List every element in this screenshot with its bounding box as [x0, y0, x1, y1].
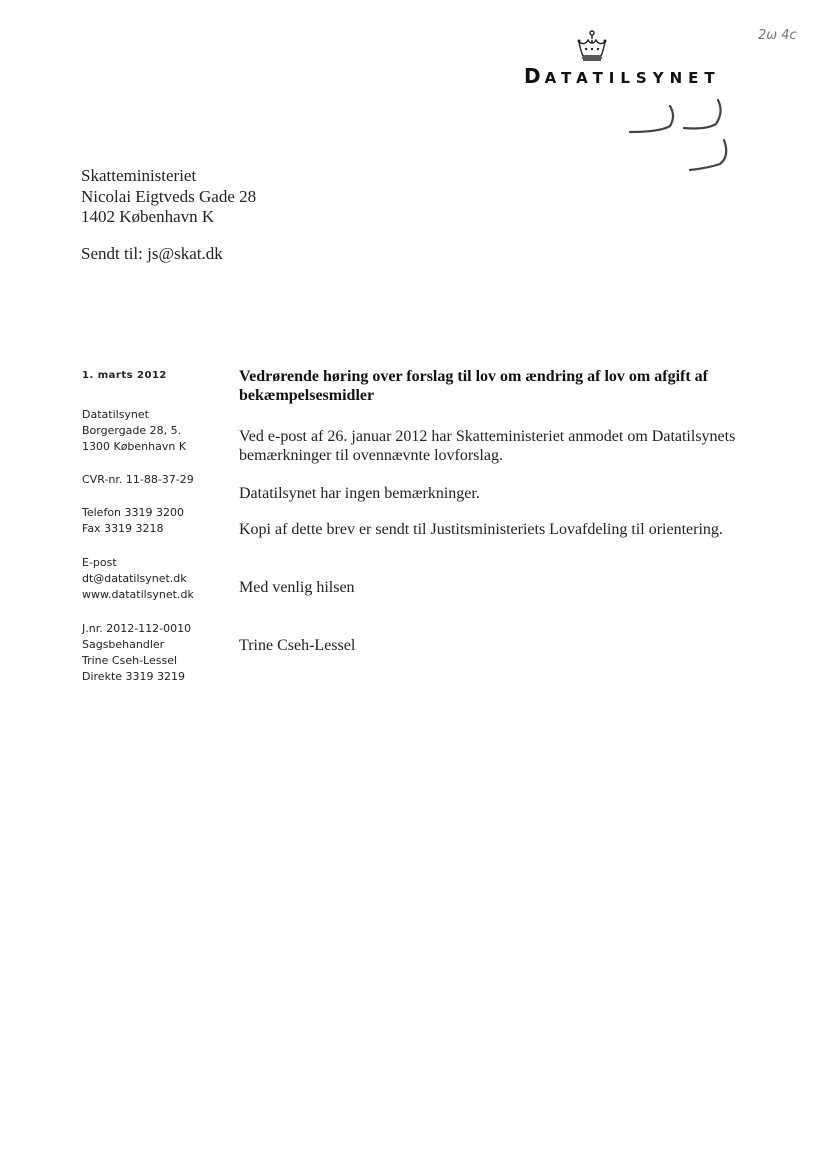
sidebar-email-label: E-post: [82, 556, 117, 569]
crown-logo-icon: [575, 30, 609, 62]
sidebar-address-line2: 1300 København K: [82, 440, 187, 453]
sidebar-direct-phone: Direkte 3319 3219: [82, 670, 186, 683]
sidebar-phone: Telefon 3319 3200: [82, 506, 184, 519]
sidebar-org: Datatilsynet: [82, 408, 149, 421]
sidebar-email: dt@datatilsynet.dk: [82, 572, 187, 585]
handwritten-check-marks-icon: [620, 96, 735, 176]
sidebar-website: www.datatilsynet.dk: [82, 588, 194, 601]
recipient-city: 1402 København K: [81, 207, 215, 226]
sidebar-case-handler: Trine Cseh-Lessel: [82, 654, 178, 667]
letter-date: 1. marts 2012: [82, 370, 167, 381]
sidebar-case-handler-label: Sagsbehandler: [82, 638, 165, 651]
logo-rest: ATATILSYNET: [544, 69, 721, 87]
organization-logo-wordmark: [524, 64, 721, 88]
letter-signer: Trine Cseh-Lessel: [239, 637, 356, 654]
recipient-name: Skatteministeriet: [81, 166, 197, 185]
letter-closing: Med venlig hilsen: [239, 579, 355, 596]
sidebar-cvr: CVR-nr. 11-88-37-29: [82, 473, 194, 486]
letter-paragraph-2: Datatilsynet har ingen bemærkninger.: [239, 485, 480, 502]
sidebar-address-line1: Borgergade 28, 5.: [82, 424, 182, 437]
logo-initial: D: [524, 64, 545, 88]
letter-paragraph-1: Ved e-post af 26. januar 2012 har Skatteministeriet anmodet om Datatilsynets bemærkninger til ovennævnte lovforslag.: [239, 428, 736, 464]
letter-subject: Vedrørende høring over forslag til lov om ændring af lov om afgift af bekæmpelsesmidler: [239, 368, 709, 404]
sidebar-journal-number: J.nr. 2012-112-0010: [82, 622, 192, 635]
handwritten-journal-mark: 2ω 4c: [758, 28, 797, 43]
letter-paragraph-3: Kopi af dette brev er sendt til Justitsministeriets Lovafdeling til orientering.: [239, 521, 723, 538]
sidebar-fax: Fax 3319 3218: [82, 522, 164, 535]
recipient-street: Nicolai Eigtveds Gade 28: [81, 187, 257, 206]
sent-to-email: Sendt til: js@skat.dk: [81, 244, 223, 263]
